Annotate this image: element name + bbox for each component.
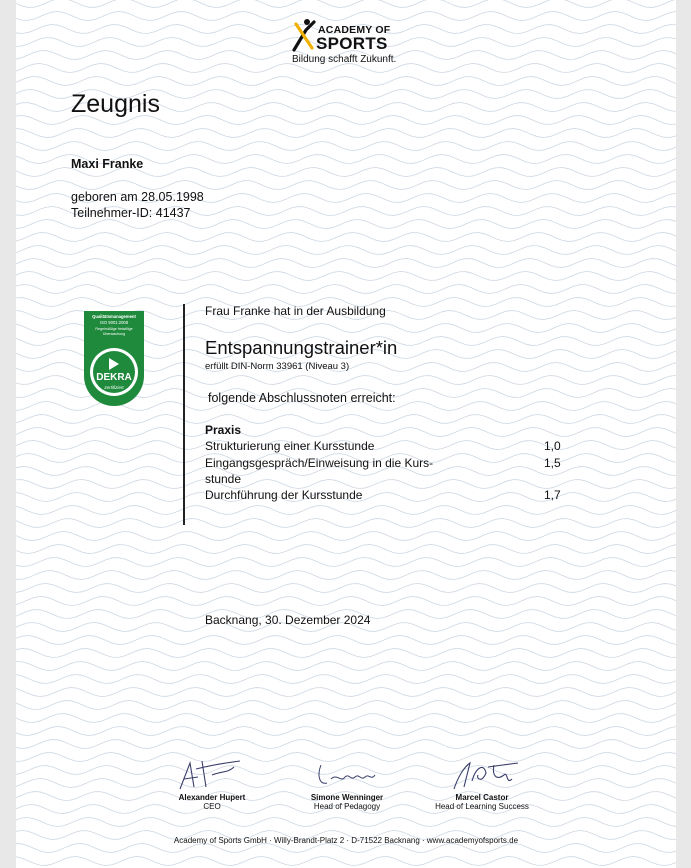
athlete-x-logo-icon xyxy=(292,18,318,54)
academy-logo xyxy=(292,18,412,70)
logo-top-text: ACADEMY OF xyxy=(318,24,391,36)
section-heading: Praxis xyxy=(205,423,242,437)
grade-label: Durchführung der Kursstunde xyxy=(205,488,363,502)
dekra-seal-icon xyxy=(83,310,145,406)
logo-tagline: Bildung schafft Zukunft. xyxy=(292,54,397,65)
signer-role: Head of Learning Success xyxy=(435,802,529,811)
handwritten-signature xyxy=(307,757,387,793)
seal-label-bottom: zertifiziert xyxy=(104,385,124,390)
grades-intro: folgende Abschlussnoten erreicht: xyxy=(208,391,396,405)
person-name: Maxi Franke xyxy=(71,157,144,171)
birth-date: geboren am 28.05.1998 xyxy=(71,190,204,204)
grade-value: 1,5 xyxy=(544,456,561,470)
vertical-divider xyxy=(183,304,185,525)
signature-block xyxy=(292,757,402,811)
seal-label-line1: Regelmäßige freiwillige xyxy=(95,327,133,331)
signer-name: Alexander Hupert xyxy=(178,793,246,802)
participant-id: Teilnehmer-ID: 41437 xyxy=(71,206,191,220)
grade-label: Eingangsgespräch/Einweisung in die Kurs- xyxy=(205,456,434,470)
logo-main-text: SPORTS xyxy=(316,34,388,53)
certificate-page xyxy=(16,0,676,868)
signer-role: CEO xyxy=(203,802,221,811)
seal-label-top: Qualitätsmanagement xyxy=(92,314,136,319)
grade-label-continuation: stunde xyxy=(205,472,242,486)
handwritten-signature xyxy=(442,757,522,793)
course-title: Entspannungstrainer*in xyxy=(205,337,398,358)
grade-label: Strukturierung einer Kursstunde xyxy=(205,439,375,453)
intro-text: Frau Franke hat in der Ausbildung xyxy=(205,304,386,318)
page-title: Zeugnis xyxy=(71,90,160,118)
signature-block xyxy=(157,757,267,811)
seal-label-iso: ISO 9001:2008 xyxy=(99,320,129,325)
signer-name: Marcel Castor xyxy=(455,793,509,802)
seal-label-line2: Überwachung xyxy=(102,332,126,336)
footer-address: Academy of Sports GmbH · Willy-Brandt-Platz 2 · D-71522 Backnang · www.academyofsports.de xyxy=(173,836,519,845)
grade-value: 1,7 xyxy=(544,488,561,502)
signature-block xyxy=(427,757,537,811)
handwritten-signature xyxy=(172,757,252,793)
signer-name: Simone Wenninger xyxy=(310,793,384,802)
seal-label-mark: DEKRA xyxy=(96,372,132,383)
signer-role: Head of Pedagogy xyxy=(313,802,381,811)
place-date: Backnang, 30. Dezember 2024 xyxy=(205,613,371,627)
norm-text: erfüllt DIN-Norm 33961 (Niveau 3) xyxy=(205,361,350,372)
grade-value: 1,0 xyxy=(544,439,561,453)
